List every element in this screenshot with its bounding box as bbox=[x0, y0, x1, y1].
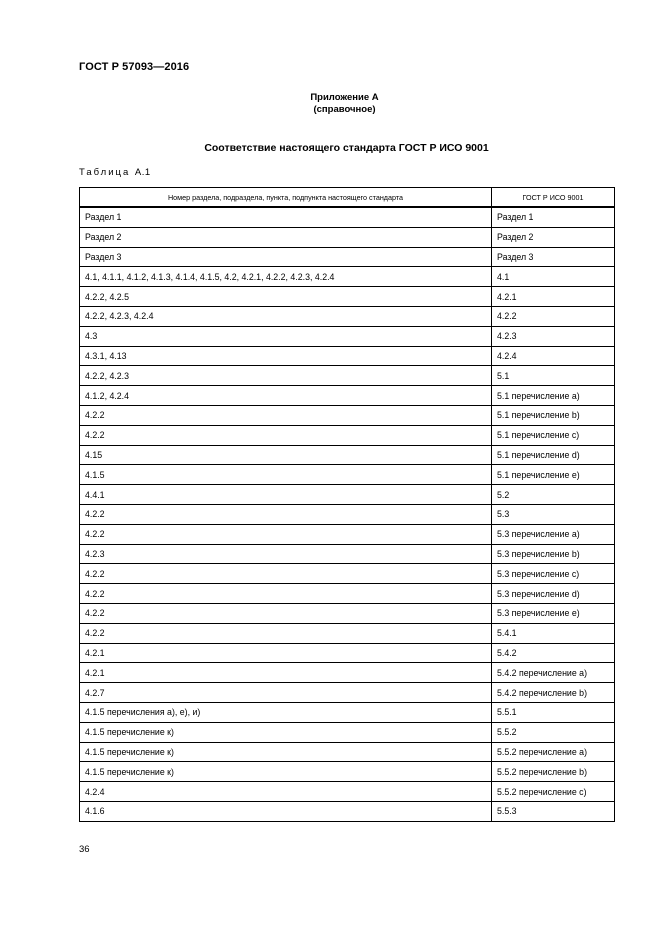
standard-section-cell: 4.1, 4.1.1, 4.1.2, 4.1.3, 4.1.4, 4.1.5, 4.2, 4.2.1, 4.2.2, 4.2.3, 4.2.4 bbox=[80, 267, 492, 287]
iso-9001-clause-cell: 4.2.2 bbox=[492, 306, 615, 326]
table-number: А.1 bbox=[134, 167, 151, 178]
standard-section-cell: 4.2.2 bbox=[80, 584, 492, 604]
iso-9001-clause-cell: 4.2.4 bbox=[492, 346, 615, 366]
iso-9001-clause-cell: 5.4.2 bbox=[492, 643, 615, 663]
standard-section-cell: Раздел 1 bbox=[80, 207, 492, 227]
iso-9001-clause-cell: 5.5.2 перечисление c) bbox=[492, 782, 615, 802]
table-row bbox=[80, 801, 615, 821]
table-row bbox=[80, 465, 615, 485]
table-row bbox=[80, 306, 615, 326]
standard-section-cell: 4.2.2, 4.2.5 bbox=[80, 287, 492, 307]
table-row bbox=[80, 524, 615, 544]
standard-section-cell: 4.3 bbox=[80, 326, 492, 346]
correspondence-table bbox=[79, 187, 615, 822]
appendix-heading bbox=[0, 92, 661, 116]
standard-section-cell: 4.15 bbox=[80, 445, 492, 465]
table-row bbox=[80, 267, 615, 287]
table-row bbox=[80, 762, 615, 782]
standard-section-cell: 4.1.5 перечисление к) bbox=[80, 742, 492, 762]
appendix-type: (справочное) bbox=[313, 104, 376, 115]
iso-9001-clause-cell: 5.3 перечисление e) bbox=[492, 603, 615, 623]
table-row bbox=[80, 623, 615, 643]
table-label: Таблица bbox=[79, 167, 131, 178]
iso-9001-clause-cell: 5.3 перечисление d) bbox=[492, 584, 615, 604]
standard-section-cell: 4.2.7 bbox=[80, 683, 492, 703]
standard-section-cell: 4.2.2, 4.2.3, 4.2.4 bbox=[80, 306, 492, 326]
standard-section-cell: 4.1.5 перечисление к) bbox=[80, 722, 492, 742]
table-row bbox=[80, 564, 615, 584]
iso-9001-clause-cell: 5.5.2 перечисление а) bbox=[492, 742, 615, 762]
appendix-title: Приложение А bbox=[310, 92, 379, 103]
table-row bbox=[80, 683, 615, 703]
main-title: Соответствие настоящего стандарта ГОСТ Р ИСО 9001 bbox=[204, 142, 489, 154]
iso-9001-clause-cell: 5.4.2 перечисление b) bbox=[492, 683, 615, 703]
iso-9001-clause-cell: 4.2.3 bbox=[492, 326, 615, 346]
table-row bbox=[80, 425, 615, 445]
iso-9001-clause-cell: 5.4.1 bbox=[492, 623, 615, 643]
table-row bbox=[80, 386, 615, 406]
table-row bbox=[80, 544, 615, 564]
table-row bbox=[80, 782, 615, 802]
standard-section-cell: Раздел 2 bbox=[80, 227, 492, 247]
table-row bbox=[80, 326, 615, 346]
iso-9001-clause-cell: 4.1 bbox=[492, 267, 615, 287]
standard-section-cell: 4.1.5 bbox=[80, 465, 492, 485]
iso-9001-clause-cell: 5.2 bbox=[492, 485, 615, 505]
table-row bbox=[80, 485, 615, 505]
table-row bbox=[80, 445, 615, 465]
iso-9001-clause-cell: 5.5.1 bbox=[492, 702, 615, 722]
iso-9001-clause-cell: 5.5.2 перечисление b) bbox=[492, 762, 615, 782]
standard-section-cell: 4.2.1 bbox=[80, 663, 492, 683]
document-code: ГОСТ Р 57093—2016 bbox=[79, 61, 190, 73]
table-row bbox=[80, 504, 615, 524]
table-row bbox=[80, 742, 615, 762]
column-header-standard-section: Номер раздела, подраздела, пункта, подпункта настоящего стандарта bbox=[80, 188, 492, 208]
table-body bbox=[80, 207, 615, 821]
iso-9001-clause-cell: 5.5.3 bbox=[492, 801, 615, 821]
standard-section-cell: 4.2.2 bbox=[80, 564, 492, 584]
page-number: 36 bbox=[79, 844, 90, 855]
standard-section-cell: 4.1.6 bbox=[80, 801, 492, 821]
table-row bbox=[80, 346, 615, 366]
iso-9001-clause-cell: 5.1 bbox=[492, 366, 615, 386]
standard-section-cell: 4.2.3 bbox=[80, 544, 492, 564]
iso-9001-clause-cell: 5.5.2 bbox=[492, 722, 615, 742]
standard-section-cell: 4.2.2 bbox=[80, 603, 492, 623]
table-row bbox=[80, 702, 615, 722]
table-row bbox=[80, 207, 615, 227]
table-row bbox=[80, 405, 615, 425]
standard-section-cell: 4.2.2 bbox=[80, 623, 492, 643]
table-row bbox=[80, 227, 615, 247]
iso-9001-clause-cell: 5.4.2 перечисление а) bbox=[492, 663, 615, 683]
table-row bbox=[80, 247, 615, 267]
standard-section-cell: 4.1.5 перечисления а), е), и) bbox=[80, 702, 492, 722]
standard-section-cell: 4.1.2, 4.2.4 bbox=[80, 386, 492, 406]
table-header-row bbox=[80, 188, 615, 208]
iso-9001-clause-cell: 5.3 перечисление b) bbox=[492, 544, 615, 564]
standard-section-cell: 4.3.1, 4.13 bbox=[80, 346, 492, 366]
standard-section-cell: 4.2.2 bbox=[80, 425, 492, 445]
table-row bbox=[80, 287, 615, 307]
column-header-iso-9001: ГОСТ Р ИСО 9001 bbox=[492, 188, 615, 208]
standard-section-cell: 4.2.2, 4.2.3 bbox=[80, 366, 492, 386]
iso-9001-clause-cell: 5.1 перечисление d) bbox=[492, 445, 615, 465]
iso-9001-clause-cell: 5.3 bbox=[492, 504, 615, 524]
table-row bbox=[80, 366, 615, 386]
table-row bbox=[80, 603, 615, 623]
iso-9001-clause-cell: Раздел 1 bbox=[492, 207, 615, 227]
iso-9001-clause-cell: 5.3 перечисление а) bbox=[492, 524, 615, 544]
iso-9001-clause-cell: 5.1 перечисление b) bbox=[492, 405, 615, 425]
standard-section-cell: 4.2.1 bbox=[80, 643, 492, 663]
iso-9001-clause-cell: 5.3 перечисление c) bbox=[492, 564, 615, 584]
standard-section-cell: 4.2.2 bbox=[80, 524, 492, 544]
standard-section-cell: 4.2.4 bbox=[80, 782, 492, 802]
standard-section-cell: 4.4.1 bbox=[80, 485, 492, 505]
iso-9001-clause-cell: Раздел 2 bbox=[492, 227, 615, 247]
iso-9001-clause-cell: 5.1 перечисление e) bbox=[492, 465, 615, 485]
standard-section-cell: Раздел 3 bbox=[80, 247, 492, 267]
table-row bbox=[80, 722, 615, 742]
iso-9001-clause-cell: 5.1 перечисление а) bbox=[492, 386, 615, 406]
standard-section-cell: 4.1.5 перечисление к) bbox=[80, 762, 492, 782]
table-row bbox=[80, 643, 615, 663]
table-caption bbox=[79, 167, 151, 178]
table-row bbox=[80, 663, 615, 683]
iso-9001-clause-cell: Раздел 3 bbox=[492, 247, 615, 267]
standard-section-cell: 4.2.2 bbox=[80, 504, 492, 524]
iso-9001-clause-cell: 4.2.1 bbox=[492, 287, 615, 307]
table-row bbox=[80, 584, 615, 604]
standard-section-cell: 4.2.2 bbox=[80, 405, 492, 425]
iso-9001-clause-cell: 5.1 перечисление c) bbox=[492, 425, 615, 445]
